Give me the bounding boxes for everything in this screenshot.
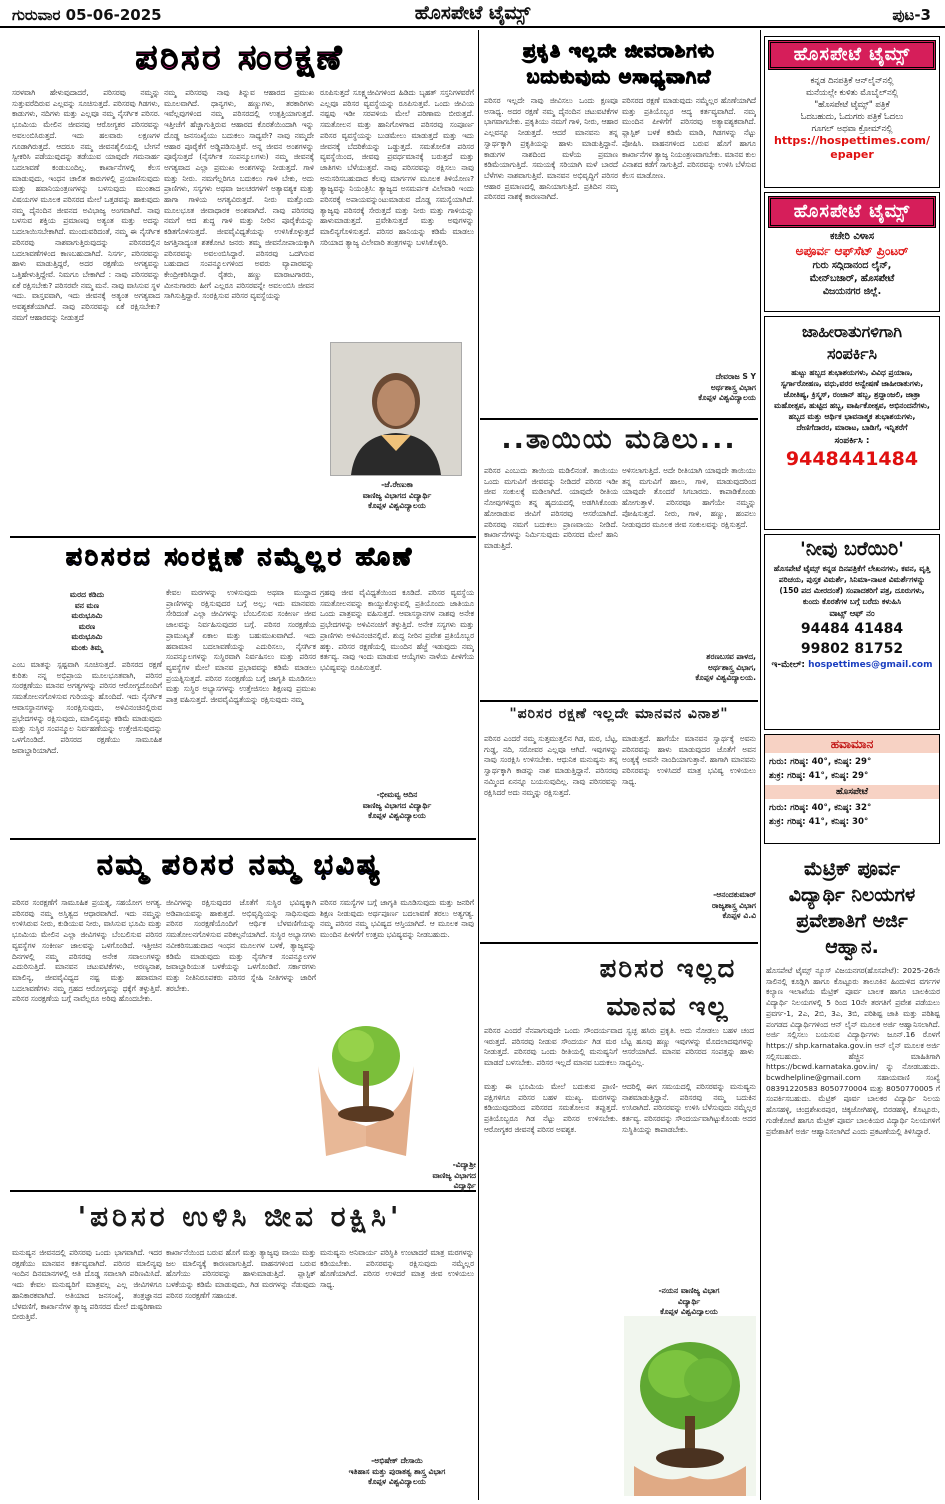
article-body: ಪರಿಸರದ ರಕ್ಷಣೆ ಮಾಡುವುದು ನಮ್ಮೆಲ್ಲರ ಹೊಣೆಯಾಗಿದೆ ಮತ್ತು ಪ್ರತಿಯೊಬ್ಬರ ಆದ್ಯ ಕರ್ತವ್ಯವಾಗಿದೆ. ನಮ್ಮ ಮುಂದಿನ ಪೀಳಿಗೆಗೆ ಪರಿಸರವು ಅತ್ಯಾವಶ್ಯಕವಾಗಿದೆ. ಪ್ಲಾಸ್ಟಿಕ್ ಬಳಕೆ ಕಡಿಮೆ ಮಾಡಿ, ಗಿಡಗಳನ್ನು ನೆಟ್ಟು ಪೋಷಿಸಿ. ವಾಹನಗಳಿಂದ ಬರುವ ಹೊಗೆ ಹಾಗೂ ಕಾರ್ಖಾನೆಗಳ ತ್ಯಾಜ್ಯ ನಿಯಂತ್ರಣವಾಗಬೇಕು. ಮಾನವ ಕುಲ ವಿನಾಶದ ಕಡೆಗೆ ಸಾಗುತ್ತಿದೆ. ಪರಿಸರವನ್ನು ಉಳಿಸಿ ಬೆಳೆಸುವ ಕೆಲಸ ಮಾಡೋಣ. (622, 96, 756, 180)
portrait-illustration (331, 343, 461, 475)
column-divider (760, 30, 761, 1500)
byline: ದೇವರಾಜ S Y ಅರ್ಥಶಾಸ್ತ್ರ ವಿಭಾಗ ಕೊಪ್ಪಳ ವಿಶ್ವವಿದ್ಯಾಲಯ (698, 372, 756, 402)
notice-title: ಮೆಟ್ರಿಕ್ ಪೂರ್ವ ವಿದ್ಯಾರ್ಥಿ ನಿಲಯಗಳ ಪ್ರವೇಶಾತಿಗೆ ಅರ್ಜಿ ಆಹ್ವಾನ. (788, 858, 916, 958)
article-title: "ಪರಿಸರ ರಕ್ಷಣೆ ಇಲ್ಲದೇ ಮಾನವನ ವಿನಾಶ" (509, 706, 729, 722)
article-body: ನಮ್ಮ ಪರಿಸರವು ನಾವು ತಿನ್ನುವ ಆಹಾರದ ಪ್ರಮುಖ ಮೂಲವಾಗಿದೆ. ಧಾನ್ಯಗಳು, ಹಣ್ಣುಗಳು, ತರಕಾರಿಗಳು ಇವೆಲ್ಲವುಗಳಿಂದ ನಮ್ಮ ಪರಿಸರದಲ್ಲಿ ಉತ್ಪತ್ತಿಯಾಗುತ್ತದೆ. ಇತ್ತೀಚೆಗೆ ಹೆಚ್ಚಾಗುತ್ತಿರುವ ಆಹಾರದ ಕೊರತೆಯಿಂದಾಗಿ ಇನ್ನು ದೊಡ್ಡ ಜನಸಂಖ್ಯೆಯು ಬದುಕಲು ಸಾಧ್ಯವೇ? ನಾವು ನಮ್ಮದೇ ಆಹಾರ ಪೂರೈಕೆಗೆ ಅಡ್ಡಿಪಡಿಸುತ್ತಿವೆ. ಅನ್ನ ಜೀವನ ಅಂಶಗಳನ್ನು ಪೂರೈಸುತ್ತದೆ (ನೈಸರ್ಗಿಕ ಸಂಪನ್ಮೂಲಗಳು) ನಮ್ಮ ಜೀವನಕ್ಕೆ ಅಗತ್ಯವಾದ ಎಲ್ಲಾ ಪ್ರಮುಖ ಅಂಶಗಳನ್ನು ನೀಡುತ್ತದೆ. ಗಾಳಿ ಮತ್ತು ನೀರು. ನಮಗೆಲ್ಲರಿಗೂ ಬದುಕಲು ಗಾಳಿ ಬೇಕು, ಅದು ಪ್ರಾಣಿಗಳು, ಸಸ್ಯಗಳು ಅಥವಾ ಜಲಚರಗಳಿಗೆ ಅತ್ಯಾವಶ್ಯಕ ಮತ್ತು ಹಾಗಾ ಗಾಳಿಯ ಅಗತ್ಯವಿರುತ್ತದೆ. ನೀರು ಮತ್ತೊಂದು ಮೂಲಭೂತ ಜೀವಾಧಾರಕ ಅಂಶವಾಗಿದೆ. ನಾವು ಪರಿಸರವು ನಮಗೆ ಆದ ಶುದ್ಧ ಗಾಳಿ ಮತ್ತು ನೀರಿನ ಪೂರೈಕೆಯನ್ನು ಕಡಿತಗೊಳಿಸುತ್ತದೆ. ಜೀವವೈವಿಧ್ಯತೆಯನ್ನು ಉಳಿಸಿಕೊಳ್ಳುತ್ತದೆ ಜಗತ್ತಿನಾದ್ಯಂತ ಶತಕೋಟಿ ಜನರು ತಮ್ಮ ಜೀವನೋಪಾಯಕ್ಕಾಗಿ ಪರಿಸರವನ್ನು ಅವಲಂಬಿಸಿದ್ದಾರೆ. ಪರಿಸರವು ಒದಗಿಸುವ ಬಹುದಾದ ಸಂಪನ್ಮೂಲಗಳಿಂದ ಅವರು ವ್ಯಾಪಾರವನ್ನು ಕೇಂದ್ರೀಕರಿಸಿದ್ದಾರೆ. ರೈತರು, ಹಣ್ಣು ಮಾರಾಟಗಾರರು, ಮೀನುಗಾರರು ಹೀಗೆ ಎಲ್ಲರೂ ಪರಿಸರವನ್ನೇ ಅವಲಂಬಿಸಿ ಜೀವನ ಸಾಗಿಸುತ್ತಿದ್ದಾರೆ. ಸಂರಕ್ಷಿಸುವ ಪರಿಸರ ವ್ಯವಸ್ಥೆಯನ್ನು (164, 88, 314, 301)
ads-heading: ಜಾಹೀರಾತುಗಳಿಗಾಗಿ ಸಂಪರ್ಕಿಸಿ (801, 322, 903, 363)
article-body: ಕೇವಲ ಮರಗಳನ್ನು ಉಳಿಸುವುದು ಅಥವಾ ಮುದ್ದಾದ ಪ್ರಾಣಿಗಳನ್ನು ರಕ್ಷಿಸುವುದರ ಬಗ್ಗೆ ಅಲ್ಲ; ಇದು ಮಾನವರು ಸೇರಿದಂತೆ ಎಲ್ಲಾ ಜೀವಿಗಳನ್ನು ಬೆಂಬಲಿಸುವ ಸಂಕೀರ್ಣ ಜೀವ ಜಾಲವನ್ನು ನಿರ್ವಹಿಸುವುದರ ಬಗ್ಗೆ. ಪರಿಸರ ಸಂರಕ್ಷಣೆಯ ಪ್ರಾಮುಖ್ಯತೆ ಏಕಾಲ ಮತ್ತು ಬಹುಮುಖವಾಗಿದೆ. ಇದು ಹವಾಮಾನ ಬದಲಾವಣೆಯನ್ನು ಎದುರಿಸಲು, ನೈಸರ್ಗಿಕ ಸಂಪನ್ಮೂಲಗಳನ್ನು ಸುಸ್ಥಿರವಾಗಿ ನಿರ್ವಹಿಸಲು ಮತ್ತು ಪರಿಸರ ವ್ಯವಸ್ಥೆಗಳ ಮೇಲೆ ಮಾನವ ಪ್ರಭಾವವನ್ನು ಕಡಿಮೆ ಮಾಡಲು ಪ್ರಯತ್ನಿಸುತ್ತದೆ. ಪರಿಸರ ಸಂರಕ್ಷಣೆಯ ಬಗ್ಗೆ ಜಾಗೃತಿ ಮೂಡಿಸಲು ಮತ್ತು ಸುಸ್ಥಿರ ಅಭ್ಯಾಸಗಳನ್ನು ಉತ್ತೇಜಿಸಲು ಶಿಕ್ಷಣವು ಪ್ರಮುಖ ಪಾತ್ರ ವಹಿಸುತ್ತದೆ. ಜೀವವೈವಿಧ್ಯತೆಯನ್ನು ರಕ್ಷಿಸುವುದು ನಮ್ಮ (166, 588, 316, 705)
article-title: ಪರಿಸರ ಇಲ್ಲದ ಮಾನವ ಇಲ್ಲ (599, 954, 737, 1022)
byline: -ಜೆ.ರೇಣುಕಾ ವಾಣಿಜ್ಯ ವಿಭಾಗದ ವಿದ್ಯಾರ್ಥಿ ಕೊಪ್ಪಳ ವಿಶ್ವವಿದ್ಯಾಲಯ (362, 480, 432, 510)
article-body: ಮನುಷ್ಯನು ಅನಿವಾರ್ಯ ಪರಿಸ್ಥಿತಿ ಉಂಟಾದರೆ ಮಾತ್ರ ಮರಗಳನ್ನು ಕಡಿಯಬೇಕು. ಪರಿಸರವನ್ನು ರಕ್ಷಿಸುವುದು ನಮ್ಮೆಲ್ಲರ ಹೊಣೆಯಾಗಿದೆ. ಪರಿಸರ ಉಳಿದರೆ ಮಾತ್ರ ಜೀವ ಉಳಿಯಲು ಸಾಧ್ಯ. (320, 1248, 474, 1290)
article-body: ರೂಪಿಸುತ್ತದೆ ಸೂಕ್ಷ್ಮಜೀವಿಗಳಿಂದ ಹಿಡಿದು ಬೃಹತ್ ಸಸ್ತನಿಗಳವರೆಗೆ ಎಲ್ಲವೂ ಪರಿಸರ ವ್ಯವಸ್ಥೆಯನ್ನು ರೂಪಿಸುತ್ತವೆ. ಒಂದು ಜೀವಿಯ ನಷ್ಟವು ಇಡೀ ಸರಪಳಿಯ ಮೇಲೆ ಪರಿಣಾಮ ಬೀರುತ್ತದೆ. ಸಮತೋಲನ ಮತ್ತು ಹಾನಿಗೊಳಗಾದ ಪರಿಸರವು ಸಂಪೂರ್ಣ ಪರಿಸರ ವ್ಯವಸ್ಥೆಯನ್ನು ಬುಡಮೇಲು ಮಾಡುತ್ತದೆ ಮತ್ತು ಇದು ಜೀವನಕ್ಕೆ ಬೆದರಿಕೆಯನ್ನು ಒಡ್ಡುತ್ತದೆ. ಸಮತೋಲಿತ ಪರಿಸರ ವ್ಯವಸ್ಥೆಯಿಂದ, ಜೀವವು ಪ್ರವರ್ಧಮಾನಕ್ಕೆ ಬರುತ್ತದೆ ಮತ್ತು ಜಾತಿಗಳು ಬೆಳೆಯುತ್ತವೆ. ನಾವು ಪರಿಸರವನ್ನು ರಕ್ಷಿಸಲು ನಾವು ಅನುಸರಿಸಬಹುದಾದ ಕೆಲವು ಮಾರ್ಗಗಳ ಮೂಲಕ ತಿಳಿಯೋಣ? ತ್ಯಾಜ್ಯವನ್ನು ನಿಯಂತ್ರಿಸಿ: ತ್ಯಾಜ್ಯದ ಅಸಮರ್ಪಕ ವಿಲೇವಾರಿ ಇಂದು ಪರಿಸರಕ್ಕೆ ಅಪಾಯವನ್ನುಂಟುಮಾಡುವ ದೊಡ್ಡ ಸಮಸ್ಯೆಯಾಗಿದೆ. ತ್ಯಾಜ್ಯವು ಪರಿಸರಕ್ಕೆ ಸೇರುತ್ತದೆ ಮತ್ತು ನೀರು ಮತ್ತು ಗಾಳಿಯನ್ನು ಹಾಳುಮಾಡುತ್ತದೆ. ಪ್ರವೇಶಿಸುತ್ತದೆ ಮತ್ತು ಅವುಗಳನ್ನು ಮಾಲಿನ್ಯಗೊಳಿಸುತ್ತದೆ. ಪರಿಸರ ಹಾನಿಯನ್ನು ಕಡಿಮೆ ಮಾಡಲು ಸರಿಯಾದ ತ್ಯಾಜ್ಯ ವಿಲೇವಾರಿ ತಂತ್ರಗಳನ್ನು ಬಳಸಿಕೊಳ್ಳಿರಿ. (320, 88, 474, 247)
byline: -ಆನಂದಕುಮಾರ್ ರಾಜ್ಯಶಾಸ್ತ್ರ ವಿಭಾಗ ಕೊಪ್ಪಳ ವಿ.ವಿ (711, 890, 756, 920)
masthead-banner: ಹೊಸಪೇಟೆ ಟೈಮ್ಸ್ (768, 40, 936, 70)
notice-body: ಹೊಸಪೇಟೆ ಟೈಮ್ಸ್ ನ್ಯೂಸ್ ವಿಜಯನಗರ(ಹೊಸಪೇಟೆ): 2025-26ನೇ ಸಾಲಿನಲ್ಲಿ ಕೂಡ್ಲಿಗಿ ಹಾಗೂ ಕೊಟ್ಟೂರು ತಾಲೂಕಿನ ಹಿಂದುಳಿದ ವರ್ಗಗಳ ಕಲ್ಯಾಣ ಇಲಾಖೆಯ ಮೆಟ್ರಿಕ್ ಪೂರ್ವ ಬಾಲಕ ಹಾಗೂ ಬಾಲಕಿಯರ ವಿದ್ಯಾರ್ಥಿ ನಿಲಯಗಳಲ್ಲಿ 5 ರಿಂದ 10ನೇ ತರಗತಿಗೆ ಪ್ರವೇಶ ಪಡೆಯಲು ಪ್ರವರ್ಗ-1, 2ಎ, 2ಬಿ, 3ಎ, 3ಬಿ, ಪರಿಶಿಷ್ಟ ಜಾತಿ ಮತ್ತು ಪರಿಶಿಷ್ಟ ಪಂಗಡದ ವಿದ್ಯಾರ್ಥಿಗಳಿಂದ ಆನ್ ಲೈನ್ ಮೂಲಕ ಅರ್ಜಿ ಆಹ್ವಾನಿಸಲಾಗಿದೆ. ಅರ್ಜಿ ಸಲ್ಲಿಸಲು ಬಯಸುವ ವಿದ್ಯಾರ್ಥಿಗಳು ಜೂನ್.16 ರೊಳಗೆ https:// shp.karnataka.gov.in ಆನ್ ಲೈನ್ ಮೂಲಕ ಅರ್ಜಿ ಸಲ್ಲಿಸಬಹುದು. ಹೆಚ್ಚಿನ ಮಾಹಿತಿಗಾಗಿ https://bcwd.karnataka.gov.in/ ನ್ನು ನೋಡಬಹುದು. bcwdhelpline@gmail.com ಸಹಾಯವಾಣಿ ಸಂಖ್ಯೆ 08391220583 8050770004 ಮತ್ತು 8050770005 ಗೆ ಸಂಪರ್ಕಿಸಬಹುದು. ಮೆಟ್ರಿಕ್ ಪೂರ್ವ ಬಾಲಕರ ವಿದ್ಯಾರ್ಥಿ ನಿಲಯ ಹೊಸಹಳ್ಳಿ, ಚಂದ್ರಶೇಖರಪುರ, ಚಿಕ್ಕಜೋಗಿಹಳ್ಳಿ, ಬಿರಡಹಳ್ಳಿ, ಕೊಟ್ಟೂರು, ಗುಡೇಕೋಟೆ ಹಾಗೂ ಮೆಟ್ರಿಕ್ ಪೂರ್ವ ಬಾಲಕಿಯರ ವಿದ್ಯಾರ್ಥಿ ನಿಲಯಗಳಿಗೆ ಪ್ರವೇಶಾತಿಗೆ ಅರ್ಜಿ ಆಹ್ವಾನಿಸಲಾಗಿದೆ ಎಂದು ಪ್ರಕಟಣೆಯಲ್ಲಿ ತಿಳಿಸಿದ್ದಾರೆ. (766, 966, 940, 1136)
office-address-box (764, 192, 940, 312)
weather-city: ಹೊಸಪೇಟೆ (765, 785, 939, 799)
article-title: ಪರಿಸರದ ಸಂರಕ್ಷಣೆ ನಮ್ಮೆಲ್ಲರ ಹೊಣೆ (65, 542, 415, 571)
byline: -ಭೀಮವ್ವ ಆದಿನ ವಾಣಿಜ್ಯ ವಿಭಾಗದ ವಿದ್ಯಾರ್ಥಿ ಕೊಪ್ಪಳ ವಿಶ್ವವಿದ್ಯಾಲಯ (362, 790, 432, 820)
write-info: ಹೊಸಪೇಟೆ ಟೈಮ್ಸ್ ಕನ್ನಡ ದಿನಪತ್ರಿಕೆಗೆ ಲೇಖನಗಳು, ಕವನ, ವೃತ್ತಿ ಪರಿಚಯ, ಪುಸ್ತಕ ವಿಮರ್ಶೆ, ಸಿನಿಮಾ-ನಾಟಕ ವಿಮರ್ಶೆಗಳನ್ನು (150 ಪದ ಮೀರದಂತೆ) ಸಂಪಾದಕರಿಗೆ ಪತ್ರ, ದೂರುಗಳು, ಕುಂದು ಕೊರತೆಗಳ ಬಗ್ಗೆ ಬರೆದು ಕಳುಹಿಸಿ (773, 564, 931, 606)
article-title: ಪರಿಸರ ಸಂರಕ್ಷಣೆ (135, 38, 345, 78)
page-number: ಪುಟ-3 (892, 6, 931, 24)
tree-image (624, 1316, 756, 1496)
poem: ಮರದ ಕಡಿದು ವನ ಮಣ ಮರುಭೂಮಿ ಮರಣ ಮರುಭೂಮಿ ಮಂಕು ತಿಮ್ಮ (69, 590, 105, 652)
article-body: ಮಾಡುತ್ತದೆ. ಹಾಗೆಯೇ ಮಾನವನ ಸ್ವಾರ್ಥಕ್ಕೆ ಅವನು ಪರಿಸರವನ್ನು ಹಾಳು ಮಾಡುವುದರ ಜೊತೆಗೆ ಅವನ ಅಂತ್ಯಕ್ಕೆ ಅವನೇ ನಾಂದಿಯಾಗುತ್ತಾನೆ. ಹಾಗಾಗಿ ಮಾನವನು ಪರಿಸರವನ್ನು ಉಳಿಸಿದರೆ ಮಾತ್ರ ಭವಿಷ್ಯ ಉಳಿಯಲು ಸಾಧ್ಯ. (622, 734, 756, 786)
write-heading: 'ನೀವು ಬರೆಯಿರಿ' (800, 538, 904, 560)
issue-date: ಗುರುವಾರ 05-06-2025 (12, 6, 162, 24)
article-title: ಪ್ರಕೃತಿ ಇಲ್ಲದೇ ಜೀವರಾಶಿಗಳು ಬದುಕುವುದು ಅಸಾಧ್ಯವಾಗಿದೆ (523, 40, 715, 88)
article-body: ಪರಿಸರ ಇಲ್ಲದೇ ನಾವು ಜೀವಿಸಲು ಒಂದು ಕ್ಷಣವೂ ಅಸಾಧ್ಯ. ಅದರ ರಕ್ಷಣೆ ನಮ್ಮ ದೈನಂದಿನ ಚಟುವಟಿಕೆಗಳ ಭಾಗವಾಗಬೇಕು. ಪ್ರಕೃತಿಯು ನಮಗೆ ಗಾಳಿ, ನೀರು, ಆಹಾರ ಎಲ್ಲವನ್ನೂ ನೀಡುತ್ತದೆ. ಆದರೆ ಮಾನವನು ತನ್ನ ಸ್ವಾರ್ಥಕ್ಕಾಗಿ ಪ್ರಕೃತಿಯನ್ನು ಹಾಳು ಮಾಡುತ್ತಿದ್ದಾನೆ. ಕಾಡುಗಳ ನಾಶದಿಂದ ಮಳೆಯ ಪ್ರಮಾಣ ಕಡಿಮೆಯಾಗುತ್ತಿದೆ. ಸಮಯಕ್ಕೆ ಸರಿಯಾಗಿ ಮಳೆ ಬಾರದೆ ಬೆಳೆಗಳು ನಾಶವಾಗುತ್ತಿವೆ. ಮಾನವನ ಅಭಿವೃದ್ಧಿಗೆ ಪರಿಸರ ಆಹಾರ ಪ್ರಮಾಣದಲ್ಲಿ ಹಾನಿಯಾಗುತ್ತಿದೆ. ಪ್ರತಿದಿನ ನಮ್ಮ ಪರಿಸರದ ನಾಶಕ್ಕೆ ಕಾರಣನಾಗಿದೆ. (484, 96, 618, 202)
article-title: 'ಪರಿಸರ ಉಳಿಸಿ ಜೀವ ರಕ್ಷಿಸಿ' (77, 1200, 403, 1233)
ads-phone[interactable]: 9448441484 (785, 448, 919, 470)
article-body: ಮನುಷ್ಯನ ಜೀವನದಲ್ಲಿ ಪರಿಸರವು ಒಂದು ಭಾಗವಾಗಿದೆ. ಇದರ ರಕ್ಷಣೆಯು ಮಾನವನ ಕರ್ತವ್ಯವಾಗಿದೆ. ಪರಿಸರ ಮಾಲಿನ್ಯವು ಇಂದಿನ ದಿನಮಾನಗಳಲ್ಲಿ ಅತಿ ದೊಡ್ಡ ಸವಾಲಾಗಿ ಪರಿಣಮಿಸಿದೆ. ಇದು ಕೇವಲ ಮನುಷ್ಯರಿಗೆ ಮಾತ್ರವಲ್ಲ ಎಲ್ಲ ಜೀವಿಗಳಿಗೂ ಹಾನಿಕಾರಕವಾಗಿದೆ. ಅತಿಯಾದ ಜನಸಂಖ್ಯೆ, ತಂತ್ರಜ್ಞಾನದ ಬೆಳವಣಿಗೆ, ಕಾರ್ಖಾನೆಗಳ ತ್ಯಾಜ್ಯ ಪರಿಸರದ ಮೇಲೆ ದುಷ್ಪರಿಣಾಮ ಬೀರುತ್ತಿವೆ. (12, 1248, 162, 1322)
column-divider (478, 30, 479, 1500)
tree-in-hands-illustration (624, 1316, 756, 1496)
weather-box (764, 734, 940, 844)
article-title: ..ತಾಯಿಯ ಮಡಿಲು... (501, 424, 737, 455)
whatsapp-phone[interactable]: 94484 41484 (800, 621, 904, 637)
rule (10, 1190, 476, 1192)
email-line: ಇ-ಮೇಲ್: hospettimes@gmail.com (771, 660, 933, 670)
epaper-info: ಕನ್ನಡ ದಿನಪತ್ರಿಕೆ ಆನ್‌ಲೈನ್‌ನಲ್ಲಿ ಮನೆಯಲ್ಲೇ ಕುಳಿತು ಮೊಬೈಲ್‌ನಲ್ಲಿ "ಹೊಸಪೇಟೆ ಟೈಮ್ಸ್" ಪತ್ರಿಕೆ ಓದಬಹುದು, ಓದುಗರು ಪತ್ರಿಕೆ ಓದಲು ಗೂಗಲ್ ಅಥವಾ ಕ್ರೋಮ್‌ನಲ್ಲಿ (800, 75, 904, 133)
printer-name: ಅಪೂರ್ವ ಆಫ್‌ಸೆಟ್ ಪ್ರಿಂಟರ್ (795, 244, 909, 258)
article-body: ಮತ್ತು ಈ ಭೂಮಿಯ ಮೇಲೆ ಬದುಕುವ ಪ್ರಾಣಿ-ಪಕ್ಷಿಗಳಿಗೂ ಪರಿಸರ ಬಹಳ ಮುಖ್ಯ. ಮರಗಳನ್ನು ಕಡಿಯುವುದರಿಂದ ಪರಿಸರದ ಸಮತೋಲನ ತಪ್ಪುತ್ತದೆ. ಪ್ರತಿಯೊಬ್ಬರೂ ಗಿಡ ನೆಟ್ಟು ಪರಿಸರ ಉಳಿಸಬೇಕು. ಆರೋಗ್ಯಕರ ಜೀವನಕ್ಕೆ ಪರಿಸರ ಅವಶ್ಯಕ. (484, 1082, 618, 1134)
masthead: ಹೊಸಪೇಟೆ ಟೈಮ್ಸ್ (414, 2, 531, 24)
article-body: ಸರಳವಾಗಿ ಹೇಳುವುದಾದರೆ, ಪರಿಸರವು ನಮ್ಮನ್ನು ಸುತ್ತುವರೆದಿರುವ ಎಲ್ಲವನ್ನು ಸೂಚಿಸುತ್ತದೆ. ಪರಿಸರವು ಗಿಡಗಳು, ಕಾಡುಗಳು, ನದಿಗಳು ಮತ್ತು ಎಲ್ಲವೂ ನಮ್ಮ ನೈಸರ್ಗಿಕ ಪರಿಸರ. ಭೂಮಿಯ ಮೇಲಿನ ಜೀವನವು ಆರೋಗ್ಯಕರ ಪರಿಸರವನ್ನು ಅವಲಂಬಿಸಿರುತ್ತದೆ. ಇದು ಹಲವಾರು ಲಕ್ಷಣಗಳ ಗೂಡಾಗಿರುತ್ತದೆ. ಆದರೂ ನಮ್ಮ ಜೀವನಶೈಲಿಯಲ್ಲಿ ಬೇಗನೆ ಸ್ವೀಕರಿಸಿ ಪಡೆಯುವುದನ್ನು ತಡೆಯುವ ಯಾವುದೇ ಗಮನಾರ್ಹ ಬದಲಾವಣೆ ಕಂಡುಬಂದಿಲ್ಲ. ಕಾರ್ಖಾನೆಗಳಲ್ಲಿ ಕೆಲಸ ಮಾಡುವುದು, ಇಂಧನ ಚಾಲಿತ ಕಾರುಗಳಲ್ಲಿ ಪ್ರಯಾಣಿಸುವುದು ಮತ್ತು ಹವಾನಿಯಂತ್ರಣಗಳನ್ನು ಬಳಸುವುದು ಮುಂತಾದ ವಿಷಯಗಳ ಮೂಲಕ ಪರಿಸರದ ಮೇಲೆ ಒತ್ತಡವನ್ನು ಹಾಕುವುದು ನಮ್ಮ ದೈನಂದಿನ ಜೀವನದ ಅವಿಭಾಜ್ಯ ಅಂಗವಾಗಿದೆ. ನಾವು ಬಳಸುವ ಶಕ್ತಿಯ ಪ್ರಮಾಣವು ಅತ್ಯಂತ ಮತ್ತು ಅದನ್ನು ಬದಲಾಯಿಸಬೇಕಾಗಿದೆ. ಮುಂದುವರಿದಂತೆ, ನಮ್ಮ ಈ ನೈಸರ್ಗಿಕ ಪರಿಸರವು ನಾಶವಾಗುತ್ತಿರುವುದನ್ನು ಪರಿಸರದಲ್ಲಿನ ಬದಲಾವಣೆಗಳಿಂದ ಕಾಣಬಹುದಾಗಿದೆ. ನಿಸರ್ಗ, ಪರಿಸರವನ್ನು ಹಾಳು ಮಾಡುತ್ತಿದ್ದರೆ, ಅದರ ರಕ್ಷಣೆಯ ಅಗತ್ಯವನ್ನು ಒತ್ತಿಹೇಳುತ್ತಿದ್ದೇವೆ. ನಿಮಗೂ ಬೇಕಾಗಿದೆ : ನಾವು ಪರಿಸರವನ್ನು ಏಕೆ ರಕ್ಷಿಸಬೇಕು? ಪರಿಸರವೇ ನಮ್ಮ ಮನೆ. ನಾವು ವಾಸಿಸುವ ಸ್ಥಳ ಇದು. ವಾಸ್ತವವಾಗಿ, ಇದು ಜೀವನಕ್ಕೆ ಅತ್ಯಂತ ಅಗತ್ಯವಾದ ಅವಶ್ಯಕತೆಯಾಗಿದೆ. ನಾವು ಪರಿಸರವನ್ನು ಏಕೆ ರಕ್ಷಿಸಬೇಕು? ನಮಗೆ ಆಹಾರವನ್ನು ನೀಡುತ್ತದೆ (12, 88, 160, 322)
article-body: ಪರಿಸರ ಎಂದರೆ ನೆನಪಾಗುವುದೇ ಒಂದು ಸೌಂದರ್ಯವಾದ ಸ್ವಚ್ಛ ಹಸಿರು ಪ್ರಕೃತಿ. ಅದು ನೋಡಲು ಬಹಳ ಚಂದ ಇರುತ್ತದೆ. ಪರಿಸರವು ನೀಡುವ ಸೌಂದರ್ಯ ಗಿಡ ಮರ ಬೆಟ್ಟ ಹೂವು ಹಣ್ಣು ಇವುಗಳನ್ನು ಮೊದಲಾದವುಗಳನ್ನು ನೀಡುತ್ತದೆ. ಪರಿಸರವು ಒಂದು ರೀತಿಯಲ್ಲಿ ಮನುಷ್ಯನಿಗೆ ಆಸರೆಯಾಗಿದೆ. ಮಾನವ ಪರಿಸರದ ಸಂಪತ್ತನ್ನು ಹಾಳು ಮಾಡದೆ ಬಳಸಬೇಕು. ಪರಿಸರ ಇಲ್ಲದೆ ಮಾನವ ಬದುಕಲು ಸಾಧ್ಯವಿಲ್ಲ. (484, 1026, 754, 1068)
epaper-box (764, 36, 940, 188)
byline: -ವಿದ್ಯಾಶ್ರೀ ವಾಣಿಜ್ಯ ವಿಭಾಗದ ವಿದ್ಯಾರ್ಥಿ (432, 1160, 476, 1190)
weather-row-2: ಗುರು: ಗರಿಷ್ಠ: 40°, ಕನಿಷ್ಠ: 32° ಶುಕ್ರ: ಗರಿಷ್ಠ: 41°, ಕನಿಷ್ಠ: 30° (769, 803, 872, 827)
article-body: ಆದರಿಲ್ಲಿ ಈಗ ಸಮಯದಲ್ಲಿ ಪರಿಸರವನ್ನು ಮನುಷ್ಯನು ನಾಶಮಾಡುತ್ತಿದ್ದಾನೆ. ಪರಿಸರವು ನಮ್ಮ ಬದುಕಿನ ಉಸಿರಾಗಿದೆ. ಪರಿಸರವನ್ನು ಉಳಿಸಿ ಬೆಳೆಸುವುದು ನಮ್ಮೆಲ್ಲರ ಕರ್ತವ್ಯ. ಪರಿಸರವನ್ನು ಸೌಂದರ್ಯವಾಗಿಟ್ಟುಕೊಂಡು ಅದರ ಸುಸ್ಥಿತಿಯನ್ನು ಕಾಪಾಡಬೇಕು. (622, 1082, 756, 1134)
rule (10, 838, 476, 840)
article-body: ಎಂಬ ಮಾತನ್ನು ಸ್ಪಷ್ಟವಾಗಿ ಸೂಚಿಸುತ್ತದೆ. ಪರಿಸರದ ರಕ್ಷಣೆ ಕುರಿತು ನನ್ನ ಅಭಿಪ್ರಾಯ ಮೂಲಭೂತವಾಗಿ, ಪರಿಸರ ಸಂರಕ್ಷಣೆಯು ಮಾನವ ಅಗತ್ಯಗಳನ್ನು ಪರಿಸರ ಆರೋಗ್ಯದೊಂದಿಗೆ ಸಮತೋಲನಗೊಳಿಸುವ ಗುರಿಯನ್ನು ಹೊಂದಿದೆ. ಇದು ನೈಸರ್ಗಿಕ ಆವಾಸಸ್ಥಾನಗಳನ್ನು ಸಂರಕ್ಷಿಸುವುದು, ಅಳಿವಿನಂಚಿನಲ್ಲಿರುವ ಪ್ರಭೇದಗಳನ್ನು ರಕ್ಷಿಸುವುದು, ಮಾಲಿನ್ಯವನ್ನು ಕಡಿಮೆ ಮಾಡುವುದು ಮತ್ತು ಸುಸ್ಥಿರ ಸಂಪನ್ಮೂಲ ನಿರ್ವಹಣೆಯನ್ನು ಉತ್ತೇಜಿಸುವುದನ್ನು ಒಳಗೊಂಡಿದೆ. ಪರಿಸರದ ರಕ್ಷಣೆಯು ಸಾಮೂಹಿಕ ಜವಾಬ್ದಾರಿಯಾಗಿದೆ. (12, 660, 162, 755)
whatsapp-label: ವಾಟ್ಸ್ ಆಫ್ ನಂ (829, 608, 875, 618)
hands-plant-image (316, 946, 416, 1156)
epaper-link[interactable]: https://hospettimes.com/ epaper (774, 134, 930, 161)
article-body: ಜೀವಿಗಳನ್ನು ರಕ್ಷಿಸುವುದರ ಜೊತೆಗೆ ಸುಸ್ಥಿರ ಭವಿಷ್ಯಕ್ಕಾಗಿ ಅಡಿಪಾಯವನ್ನು ಹಾಕುತ್ತದೆ. ಅಭಿವೃದ್ಧಿಯನ್ನು ಸಾಧಿಸುವುದು ಪರಿಸರ ಸಂರಕ್ಷಣೆಯೊಂದಿಗೆ ಆರ್ಥಿಕ ಬೆಳವಣಿಗೆಯನ್ನು ಸಮತೋಲನಗೊಳಿಸುವ ಪರಿಕಲ್ಪನೆಯಾಗಿದೆ. ಸುಸ್ಥಿರ ಅಭ್ಯಾಸಗಳು ನವೀಕರಿಸಬಹುದಾದ ಇಂಧನ ಮೂಲಗಳ ಬಳಕೆ, ತ್ಯಾಜ್ಯವನ್ನು ಕಡಿಮೆ ಮಾಡುವುದು ಮತ್ತು ನೈಸರ್ಗಿಕ ಸಂಪನ್ಮೂಲಗಳ ಜವಾಬ್ದಾರಿಯುತ ಬಳಕೆಯನ್ನು ಒಳಗೊಂಡಿವೆ. ಸರ್ಕಾರಗಳು ಮತ್ತು ನೀತಿನಿರೂಪಕರು ಪರಿಸರ ಸ್ನೇಹಿ ನೀತಿಗಳನ್ನು ಜಾರಿಗೆ ತರಬೇಕು. (166, 898, 316, 993)
byline: -ಅಭಿಷೇಕ್ ದೇಸಾಯಿ ಇತಿಹಾಸ ಮತ್ತು ಪುರಾತತ್ವ ಶಾಸ್ತ್ರ ವಿಭಾಗ ಕೊಪ್ಪಳ ವಿಶ್ವವಿದ್ಯಾಲಯ (348, 1456, 446, 1486)
weather-heading: ಹವಾಮಾನ (765, 735, 939, 753)
article-body: ಕಾರ್ಖಾನೆಯಿಂದ ಬರುವ ಹೊಗೆ ಮತ್ತು ತ್ಯಾಜ್ಯವು ವಾಯು ಮತ್ತು ಜಲ ಮಾಲಿನ್ಯಕ್ಕೆ ಕಾರಣವಾಗುತ್ತಿದೆ. ವಾಹನಗಳಿಂದ ಬರುವ ಹೊಗೆಯು ಪರಿಸರವನ್ನು ಹಾಳುಮಾಡುತ್ತಿದೆ. ಪ್ಲಾಸ್ಟಿಕ್ ಬಳಕೆಯನ್ನು ಕಡಿಮೆ ಮಾಡುವುದು, ಗಿಡ ಮರಗಳನ್ನು ನೆಡುವುದು ಪರಿಸರ ಸಂರಕ್ಷಣೆಗೆ ಸಹಾಯಕ. (166, 1248, 316, 1300)
byline: -ನಯನ ವಾಣಿಜ್ಯ ವಿಭಾಗ ವಿದ್ಯಾರ್ಥಿ ಕೊಪ್ಪಳ ವಿಶ್ವವಿದ್ಯಾಲಯ (658, 1286, 720, 1316)
office-label: ಕಚೇರಿ ವಿಳಾಸ (829, 231, 875, 242)
masthead-banner: ಹೊಸಪೇಟೆ ಟೈಮ್ಸ್ (768, 196, 936, 228)
hands-tree-illustration (316, 946, 416, 1156)
ads-categories: ಹುಟ್ಟು ಹಬ್ಬದ ಶುಭಾಶಯಗಳು, ವಿವಿಧ ಪ್ರಯಾಣ, ಸ್ವರ್ಗಾರೋಹಣ, ವಧು,ವರರ ಅನ್ವೇಷಣೆ ಜಾಹೀರಾತುಗಳು, ಜೋತಿಷ್ಯ, ಕ್ರಿಸ್ಮಸ್, ರಂಜಾನ್ ಹಬ್ಬ, ಶ್ರದ್ದಾಂಜಲಿ, ಜಾತ್ರಾ ಮಹೋತ್ಸವ, ಹುಟ್ಟಿದ ಹಬ್ಬ, ವಾರ್ಷಿಕೋತ್ಸವ, ಅಭಿನಂದನೆಗಳು, ಹಬ್ಬದ ಮತ್ತು ಆರ್ಥಿಕ ಭಾವನಾತ್ಮಕ ಶುಭಾಶಯಗಳು, ದೇಣಿಗೆದಾರರ, ಮಾರಾಟ, ಬಾಡಿಗೆ, ಇನ್ನಿತರೆಗೆ (774, 368, 930, 432)
rule (480, 942, 758, 944)
rule (480, 700, 758, 702)
rule (10, 536, 476, 538)
article-title: ನಮ್ಮ ಪರಿಸರ ನಮ್ಮ ಭವಿಷ್ಯ (97, 848, 383, 881)
author-photo (330, 342, 462, 476)
article-body: ಪರಿಸರ ಸಮಸ್ಯೆಗಳ ಬಗ್ಗೆ ಜಾಗೃತಿ ಮೂಡಿಸುವುದು ಮತ್ತು ಜನರಿಗೆ ಶಿಕ್ಷಣ ನೀಡುವುದು ಅರ್ಥಪೂರ್ಣ ಬದಲಾವಣೆ ತರಲು ಅತ್ಯಗತ್ಯ. ನಮ್ಮ ಪರಿಸರ ನಮ್ಮ ಭವಿಷ್ಯದ ಆಸ್ತಿಯಾಗಿದೆ. ಆ ಮೂಲಕ ನಾವು ಮುಂದಿನ ಪೀಳಿಗೆಗೆ ಉತ್ತಮ ಭವಿಷ್ಯವನ್ನು ನೀಡಬಹುದು. (320, 898, 474, 940)
write-to-us-box (764, 534, 940, 730)
article-body: ಗ್ರಹವು ಜೀವ ವೈವಿಧ್ಯತೆಯಿಂದ ಕೂಡಿದೆ. ಪರಿಸರ ವ್ಯವಸ್ಥೆಯ ಸಮತೋಲನವನ್ನು ಕಾಯ್ದುಕೊಳ್ಳುವಲ್ಲಿ ಪ್ರತಿಯೊಂದು ಜಾತಿಯೂ ಒಂದು ಪಾತ್ರವನ್ನು ವಹಿಸುತ್ತದೆ. ಆವಾಸಸ್ಥಾನಗಳ ನಾಶವು ಅನೇಕ ಪ್ರಭೇದಗಳನ್ನು ಅಳಿವಿನಂಚಿಗೆ ತಳ್ಳುತ್ತಿದೆ. ಅನೇಕ ಸಸ್ಯಗಳು ಮತ್ತು ಪ್ರಾಣಿಗಳು ಅಳಿವಿನಂಚಿನಲ್ಲಿವೆ. ಶುದ್ಧ ನೀರಿನ ಪ್ರವೇಶ ಪ್ರತಿಯೊಬ್ಬರ ಹಕ್ಕು. ಪರಿಸರ ರಕ್ಷಣೆಯಲ್ಲಿ ಮುಂದಿನ ಹೆಜ್ಜೆ ಇಡುವುದು ನಮ್ಮ ಕರ್ತವ್ಯ. ನಾವು ಇಂದು ಮಾಡುವ ಆಯ್ಕೆಗಳು ನಾಳೆಯ ಪೀಳಿಗೆಯ ಭವಿಷ್ಯವನ್ನು ರೂಪಿಸುತ್ತವೆ. (320, 588, 474, 672)
article-body: ಪರಿಸರ ಎಂಬುದು ತಾಯಿಯ ಮಡಿಲಿನಂತೆ. ತಾಯಿಯು ಒಂದು ಮಗುವಿಗೆ ಜೀವವನ್ನು ನೀಡಿದರೆ ಪರಿಸರ ಇಡೀ ಜೀವ ಸಂಕುಲಕ್ಕೆ ಮಡಿಲಾಗಿದೆ. ಯಾವುದೇ ರೀತಿಯ ನೋವುಗಳಿದ್ದರು ತನ್ನ ಹೃದಯದಲ್ಲಿ ಅಡಗಿಸಿಕೊಂಡು ಹೋರಾಡುವ ಜೀವಿಗೆ ಪರಿಸರವು ಆಸರೆಯಾಗಿದೆ. ಪರಿಸರವು ನಮಗೆ ಬದುಕಲು ಪ್ರಾಣವಾಯು ನೀಡಿದೆ. ಕಾರ್ಖಾನೆಗಳನ್ನು ನಿರ್ಮಿಸುವುದು ಪರಿಸರದ ಮೇಲೆ ಹಾನಿ ಮಾಡುತ್ತಿದೆ. (484, 466, 618, 550)
article-body: ಪರಿಸರ ಎಂದರೆ ನಮ್ಮ ಸುತ್ತಮುತ್ತಲಿನ ಗಿಡ, ಮರ, ಬೆಟ್ಟ, ಗುಡ್ಡ, ನದಿ, ಸರೋವರ ಎಲ್ಲವೂ ಆಗಿದೆ. ಇವುಗಳನ್ನು ನಾವು ಸಂರಕ್ಷಿಸಿ ಉಳಿಸಬೇಕು. ಆಧುನಿಕ ಮನುಷ್ಯನು ತನ್ನ ಸ್ವಾರ್ಥಕ್ಕಾಗಿ ಕಾಡನ್ನು ನಾಶ ಮಾಡುತ್ತಿದ್ದಾನೆ. ಪರಿಸರವು ನಮ್ಮಿಂದ ಏನನ್ನೂ ಬಯಸುವುದಿಲ್ಲ. ನಾವು ಪರಿಸರವನ್ನು ರಕ್ಷಿಸಿದರೆ ಅದು ನಮ್ಮನ್ನು ರಕ್ಷಿಸುತ್ತದೆ. (484, 734, 618, 797)
rule (480, 418, 758, 420)
ads-contact-box (764, 316, 940, 530)
byline: ಶರಣಬಸವ ಪಾಳದ, ಅರ್ಥಶಾಸ್ತ್ರ ವಿಭಾಗ, ಕೊಪ್ಪಳ ವಿಶ್ವವಿದ್ಯಾಲಯ. (695, 652, 756, 682)
page-header (0, 0, 945, 28)
whatsapp-phone[interactable]: 99802 81752 (800, 641, 904, 657)
weather-row-1: ಗುರು: ಗರಿಷ್ಠ: 40°, ಕನಿಷ್ಠ: 29° ಶುಕ್ರ: ಗರಿಷ್ಠ: 41°, ಕನಿಷ್ಠ: 29° (769, 757, 872, 781)
article-body: ಅಳಿಸಲಾಗುತ್ತಿದೆ. ಅದೇ ರೀತಿಯಾಗಿ ಯಾವುದೇ ತಾಯಿಯು ತನ್ನ ಮಗುವಿಗೆ ಹಾಲು, ಗಾಳಿ, ಮಾಡುವುದರಿಂದ ಯಾವುದೇ ತೊಂದರೆ ಸಿಗಬಾರದು. ಕಾಪಾಡಿಕೊಂಡು ಹೋಗುತ್ತಾಳೆ. ಪರಿಸರವೂ ಹಾಗೆಯೇ ನಮ್ಮನ್ನು ಪೋಷಿಸುತ್ತದೆ. ನೀರು, ಗಾಳಿ, ಹಣ್ಣು, ಹಂಪಲು ನೀಡುವುದರ ಮೂಲಕ ಜೀವ ಸಂಕುಲವನ್ನು ರಕ್ಷಿಸುತ್ತದೆ. (622, 466, 756, 529)
contact-label: ಸಂಪರ್ಕಿಸಿ : (834, 436, 870, 446)
email-link[interactable]: hospettimes@gmail.com (808, 660, 933, 670)
office-address: ಗುರು ಸದ್ಗಿದಾನಂದ ಲೈನ್, ಮೇನ್‌ಬಜಾರ್, ಹೊಸಪೇಟೆ ವಿಜಯನಗರ ಜಿಲ್ಲೆ. (809, 260, 895, 297)
article-body: ಪರಿಸರ ಸಂರಕ್ಷಣೆಗೆ ಸಾಮೂಹಿಕ ಪ್ರಯತ್ನ, ಸಹಯೋಗ ಅಗತ್ಯ. ಪರಿಸರವು ನಮ್ಮ ಅಸ್ತಿತ್ವದ ಆಧಾರವಾಗಿದೆ. ಇದು ನಮ್ಮನ್ನು ಉಳಿಸಿರುವ ನೀರು, ಕುಡಿಯುವ ನೀರು, ವಾಸಿಸುವ ಭೂಮಿ ಮತ್ತು ಭೂಮಿಯ ಮೇಲಿನ ಎಲ್ಲಾ ಜೀವಿಗಳನ್ನು ಬೆಂಬಲಿಸುವ ಪರಿಸರ ವ್ಯವಸ್ಥೆಗಳ ಸಂಕೀರ್ಣ ಜಾಲವನ್ನು ಒಳಗೊಂಡಿದೆ. ಇತ್ತೀಚಿನ ದಿನಗಳಲ್ಲಿ ನಮ್ಮ ಪರಿಸರವು ಅನೇಕ ಸವಾಲುಗಳನ್ನು ಎದುರಿಸುತ್ತಿದೆ. ಮಾನವನ ಚಟುವಟಿಕೆಗಳು, ಅರಣ್ಯನಾಶ, ಮಾಲಿನ್ಯ, ಜೀವವೈವಿಧ್ಯದ ನಷ್ಟ ಮತ್ತು ಹವಾಮಾನ ಬದಲಾವಣೆಗಳು ನಮ್ಮ ಗ್ರಹದ ಆರೋಗ್ಯವನ್ನು ಧಕ್ಕೆಗೆ ತಳ್ಳುತ್ತಿವೆ. ಪರಿಸರ ಸಂರಕ್ಷಣೆಯ ಬಗ್ಗೆ ನಾವೆಲ್ಲರೂ ಅರಿವು ಹೊಂದಬೇಕು. (12, 898, 162, 1004)
